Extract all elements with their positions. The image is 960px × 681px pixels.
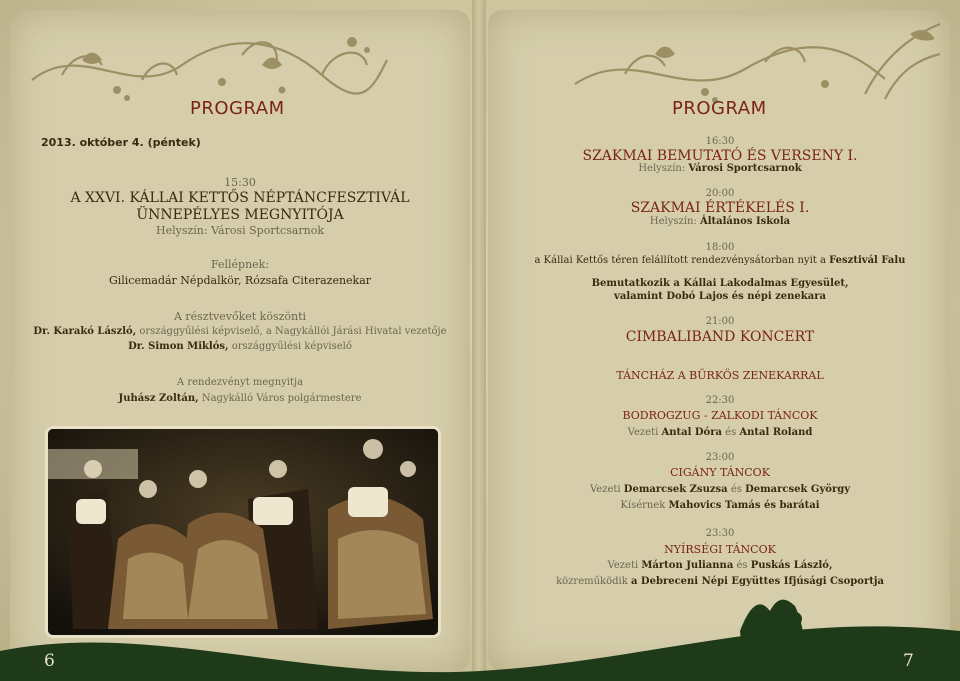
lakodalmas-line2: valamint Dobó Lajos és népi zenekara bbox=[614, 291, 826, 302]
time-20-00: 20:00 bbox=[705, 188, 735, 199]
lakodalmas-line1: Bemutatkozik a Kállai Lakodalmas Egyesület, bbox=[591, 278, 849, 289]
event-bodrogzug: BODROGZUG - ZALKODI TÁNCOK bbox=[622, 409, 818, 422]
greeting-label: A résztvevőket köszönti bbox=[173, 310, 307, 323]
green-wave-decoration-icon bbox=[0, 591, 960, 681]
event-nyirsegi: NYÍRSÉGI TÁNCOK bbox=[664, 543, 776, 556]
cigany-accompaniment: Kísérnek Mahovics Tamás és barátai bbox=[620, 500, 820, 511]
page-number-right: 7 bbox=[903, 651, 914, 671]
location-sportcsarnok-right: Helyszín: Városi Sportcsarnok bbox=[638, 163, 802, 174]
location-sportcsarnok: Helyszín: Városi Sportcsarnok bbox=[156, 224, 324, 237]
opening-label: A rendezvényt megnyitja bbox=[176, 377, 304, 388]
time-23-00: 23:00 bbox=[705, 452, 735, 463]
time-21-00: 21:00 bbox=[705, 316, 735, 327]
gutter bbox=[472, 0, 486, 681]
event-szakmai-bemutato: SZAKMAI BEMUTATÓ ÉS VERSENY I. bbox=[582, 148, 858, 164]
time-15-30: 15:30 bbox=[224, 176, 256, 189]
festival-title-line1: A XXVI. KÁLLAI KETTŐS NÉPTÁNCFESZTIVÁL bbox=[70, 190, 410, 206]
time-18-00: 18:00 bbox=[705, 242, 735, 253]
festival-title-line2: ÜNNEPÉLYES MEGNYITÓJA bbox=[136, 207, 344, 223]
location-iskola: Helyszín: Általános Iskola bbox=[649, 216, 791, 227]
event-cimbaliband: CIMBALIBAND KONCERT bbox=[625, 329, 815, 345]
speaker-simon: Dr. Simon Miklós, országgyűlési képviselő bbox=[128, 341, 352, 352]
nyirsegi-leaders: Vezeti Márton Julianna és Puskás László, bbox=[607, 560, 833, 571]
event-szakmai-ertekeles: SZAKMAI ÉRTÉKELÉS I. bbox=[630, 200, 810, 216]
left-program-title: PROGRAM bbox=[190, 98, 285, 119]
cigany-leaders: Vezeti Demarcsek Zsuzsa és Demarcsek György bbox=[589, 484, 851, 495]
bodrogzug-leaders: Vezeti Antal Dóra és Antal Roland bbox=[627, 427, 813, 438]
performers-list: Gilicemadár Népdalkör, Rózsafa Citerazenekar bbox=[108, 274, 372, 287]
event-tanchaz: TÁNCHÁZ A BÜRKÖS ZENEKARRAL bbox=[616, 369, 824, 382]
right-program-title: PROGRAM bbox=[672, 98, 767, 119]
performers-label: Fellépnek: bbox=[210, 258, 270, 271]
time-23-30: 23:30 bbox=[705, 528, 735, 539]
event-cigany-tancok: CIGÁNY TÁNCOK bbox=[670, 466, 770, 479]
fesztival-falu-opening: a Kállai Kettős téren felállított rendezvénysátorban nyit a Fesztivál Falu bbox=[534, 255, 906, 266]
time-22-30: 22:30 bbox=[705, 395, 735, 406]
time-16-30: 16:30 bbox=[705, 136, 735, 147]
opener-juhasz: Juhász Zoltán, Nagykálló Város polgármestere bbox=[118, 393, 362, 404]
page-number-left: 6 bbox=[44, 651, 55, 671]
nyirsegi-cooperation: közreműködik a Debreceni Népi Együttes Ifjúsági Csoportja bbox=[556, 576, 884, 587]
speaker-karako: Dr. Karakó László, országgyűlési képviselő, a Nagykállói Járási Hivatal vezetője bbox=[33, 326, 447, 337]
event-date: 2013. október 4. (péntek) bbox=[41, 136, 201, 149]
